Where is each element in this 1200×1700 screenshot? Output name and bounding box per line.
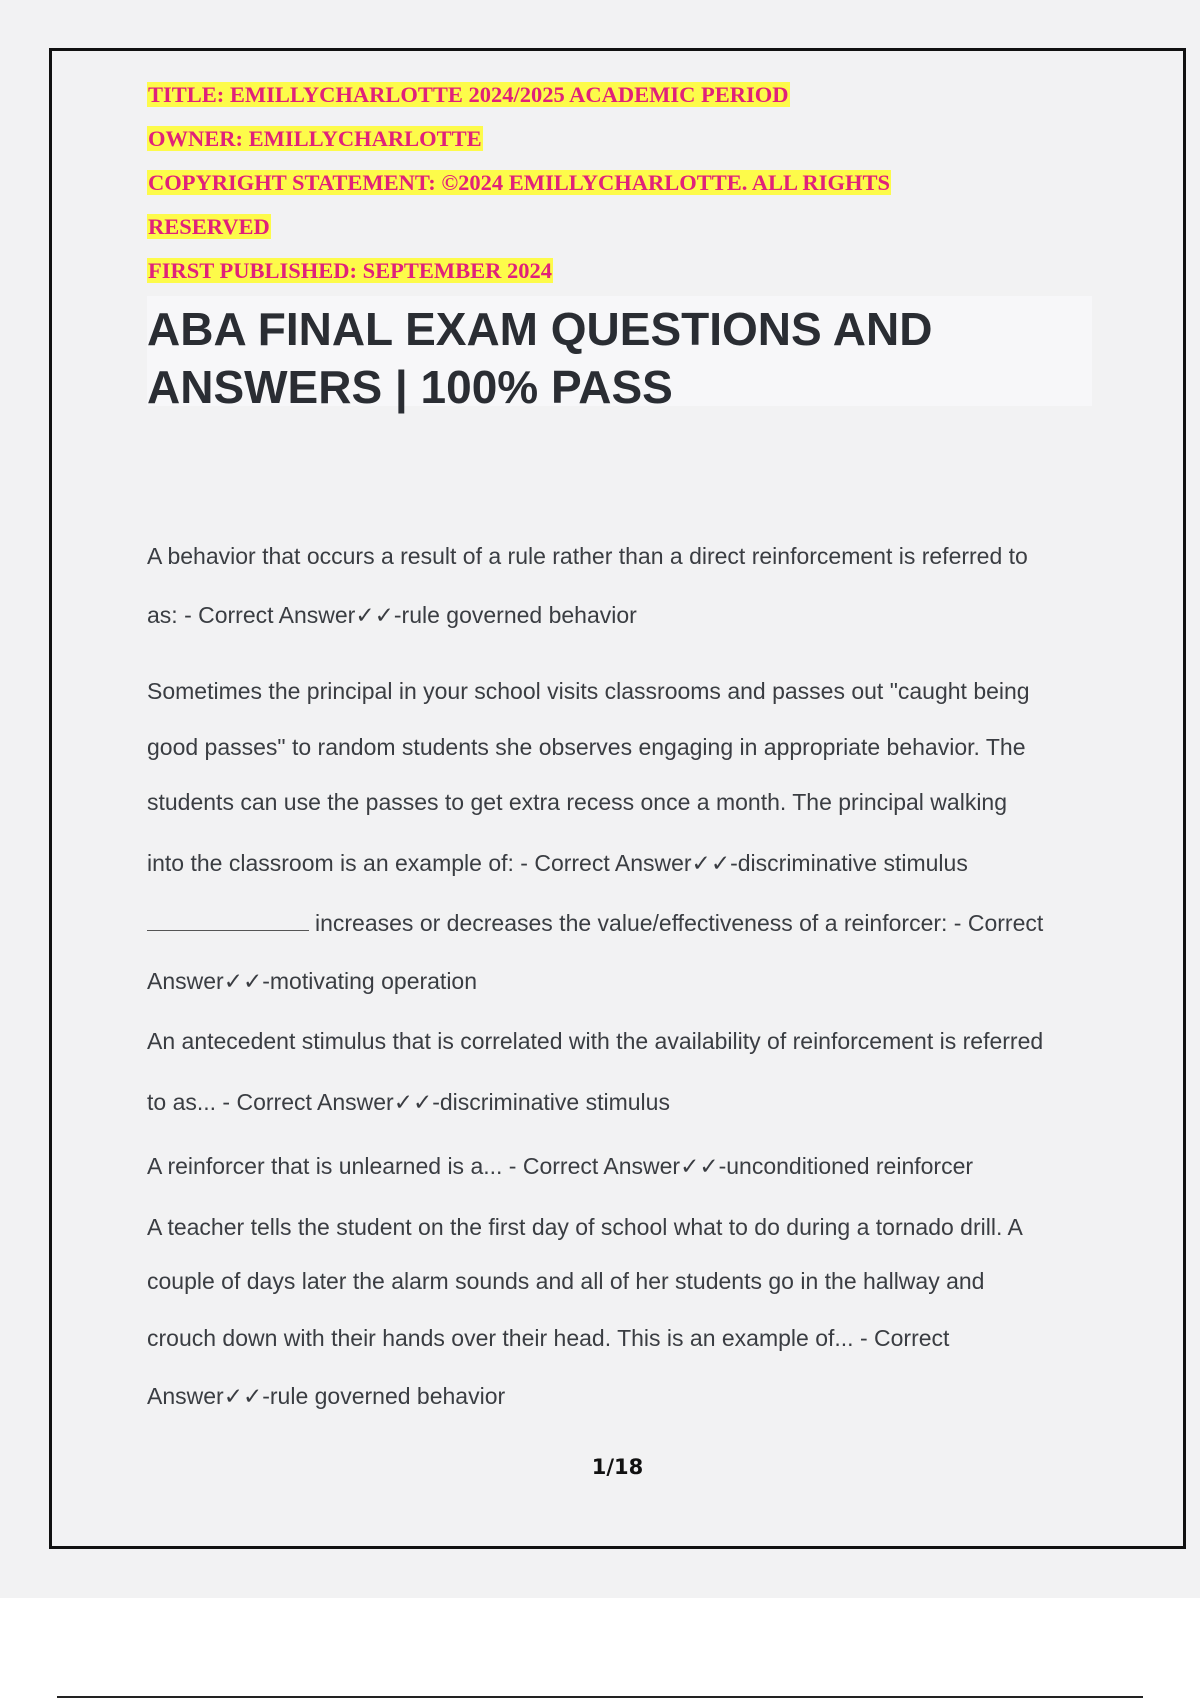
- page-gap: [0, 1598, 1200, 1700]
- page-number: 1/18: [591, 1455, 644, 1479]
- meta-copyright: COPYRIGHT STATEMENT: ©2024 EMILLYCHARLOTTE. ALL RIGHTS: [148, 170, 890, 195]
- title-line-2: ANSWERS | 100% PASS: [147, 361, 673, 413]
- question-4-line-1: An antecedent stimulus that is correlated with the availability of reinforcement is referred: [147, 1028, 1044, 1054]
- question-6-line-4: Answer✓✓-rule governed behavior: [147, 1383, 506, 1409]
- meta-first-published: FIRST PUBLISHED: SEPTEMBER 2024: [148, 258, 553, 283]
- question-1-line-2: as: - Correct Answer✓✓-rule governed behavior: [147, 602, 637, 628]
- question-2-line-1: Sometimes the principal in your school visits classrooms and passes out "caught being: [147, 678, 1030, 704]
- question-2-line-3: students can use the passes to get extra recess once a month. The principal walking: [147, 789, 1008, 815]
- fill-in-blank: [147, 908, 309, 931]
- question-6-line-3: crouch down with their hands over their head. This is an example of... - Correct: [147, 1325, 950, 1351]
- question-5-line-1: A reinforcer that is unlearned is a... - Correct Answer✓✓-unconditioned reinforcer: [147, 1153, 974, 1179]
- question-2-line-4: into the classroom is an example of: - Correct Answer✓✓-discriminative stimulus: [147, 850, 968, 876]
- question-2-line-2: good passes" to random students she observes engaging in appropriate behavior. The: [147, 734, 1026, 760]
- question-6-line-2: couple of days later the alarm sounds and all of her students go in the hallway and: [147, 1268, 985, 1294]
- header-metadata: [147, 73, 891, 293]
- question-3-line-1: increases or decreases the value/effectiveness of a reinforcer: - Correct: [147, 908, 1043, 938]
- document-title: [147, 296, 1092, 413]
- meta-owner: OWNER: EMILLYCHARLOTTE: [148, 126, 482, 151]
- question-6-line-1: A teacher tells the student on the first day of school what to do during a tornado drill. A: [147, 1214, 1023, 1240]
- next-page-top-border: [57, 1696, 1143, 1698]
- meta-title: TITLE: EMILLYCHARLOTTE 2024/2025 ACADEMIC PERIOD: [148, 82, 789, 107]
- meta-copyright-continued: RESERVED: [148, 214, 270, 239]
- question-3-line-2: Answer✓✓-motivating operation: [147, 968, 478, 994]
- question-1-line-1: A behavior that occurs a result of a rule rather than a direct reinforcement is referred to: [147, 543, 1028, 569]
- question-4-line-2: to as... - Correct Answer✓✓-discriminative stimulus: [147, 1089, 670, 1115]
- title-line-1: ABA FINAL EXAM QUESTIONS AND: [147, 303, 933, 355]
- document-page: [49, 48, 1186, 1549]
